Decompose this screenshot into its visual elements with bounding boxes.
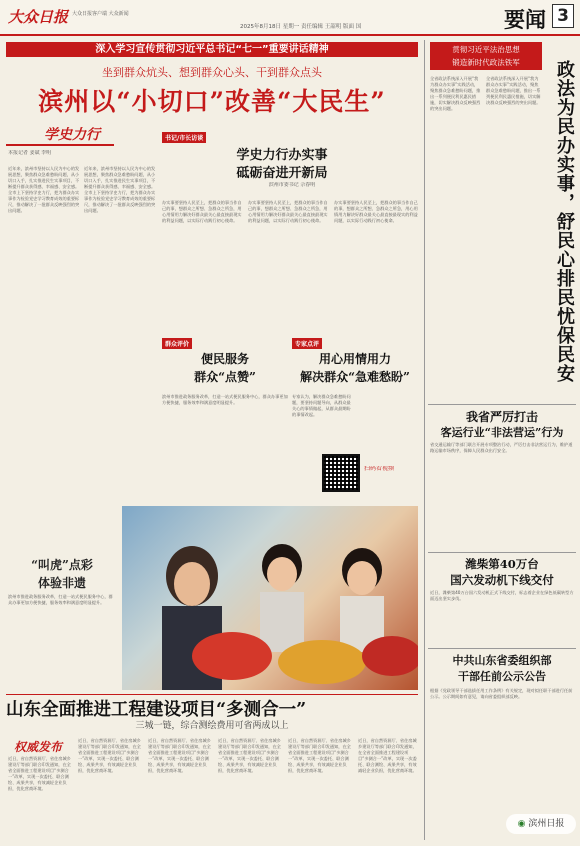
secretary-tag: 书记/市长访谈: [162, 132, 206, 143]
story3-title-line-1: 潍柴第40万台: [465, 557, 539, 571]
expert-title-line-2: 解决群众“急难愁盼”: [300, 370, 410, 384]
divider: [6, 144, 114, 146]
secretary-column-2: 办实事要坚持人民至上，把群众的事当作自己的事，想群众之所想、急群众之所急，用心用情用力解决好群众最关心最直接最现实的利益问题，以实际行动践行初心使命。: [248, 200, 328, 223]
lead-column-1: 近年来，滨州市坚持以人民为中心的发展思想，聚焦群众急难愁盼问题，从小切口入手，扎实推进民生实事项目，不断提升群众获得感、幸福感、安全感。全市上下坚持学史力行，把为群众办实事作为检验党史学习教育成效的重要标尺，推动解决了一批群众反映强烈的突出问题。: [8, 166, 80, 213]
section-name: 要闻: [504, 7, 546, 32]
story4-body: 根据《党政领导干部选拔任用工作条例》有关规定，现对拟任职干部进行任前公示。公示期间如有意见，请向省委组织部反映。: [430, 688, 573, 699]
photo-caption-title: “叫虎”点彩: [31, 558, 93, 572]
watermark-text: 滨州日报: [528, 819, 565, 829]
story3-body: 近日，潍柴第40万台国六发动机正式下线交付，标志着企业在绿色低碳转型方面迈出坚实步伐。: [430, 590, 574, 601]
news-photo: [122, 506, 418, 690]
divider: [428, 648, 576, 649]
date-line: 2025年8月18日 星期一 责任编辑 王韶明 版面 国: [240, 24, 362, 30]
newspaper-logo: 大众日报: [8, 8, 69, 26]
story4-title-line-2: 干部任前公示公告: [458, 670, 546, 683]
photo-caption-subtitle: 体验非遗: [37, 576, 86, 590]
project-column-6: 近日，省自然资源厅、省住房城乡建设厅等部门联合印发通知，在全省全面推进工程建设项目“多测合一”改革，实现一次委托、联合测绘、成果共享，有效减轻企业负担，优化营商环境。: [358, 738, 417, 773]
side-column-2: 全省政法系统深入开展“我为群众办实事”实践活动，聚焦群众急难愁盼问题，推出一系列便民利民惠民措施，切实解决群众反映强烈的突出问题。: [486, 76, 541, 105]
story3-title-line-2: 国六发动机下线交付: [450, 573, 554, 587]
project-column-4: 近日，省自然资源厅、省住房城乡建设厅等部门联合印发通知，在全省全面推进工程建设项目“多测合一”改革，实现一次委托、联合测绘、成果共享，有效减轻企业负担，优化营商环境。: [218, 738, 281, 773]
watermark-badge: [506, 814, 576, 834]
service-title-line-1: 便民服务: [200, 352, 249, 366]
story4-title-line-1: 中共山东省委组织部: [452, 654, 552, 667]
secretary-title-line-1: 学史力行办实事: [236, 148, 328, 163]
qr-caption: 扫码看视频: [364, 466, 395, 472]
project-column-2: 近日，省自然资源厅、省住房城乡建设厅等部门联合印发通知，在全省全面推进工程建设项目“多测合一”改革，实现一次委托、联合测绘、成果共享，有效减轻企业负担，优化营商环境。: [78, 738, 141, 773]
theme-banner: 深入学习宣传贯彻习近平总书记“七一”重要讲话精神: [6, 42, 418, 57]
secretary-interview-header: [162, 128, 418, 196]
photo-illustration: [122, 506, 418, 690]
side-column-1: 全省政法系统深入开展“我为群众办实事”实践活动，聚焦群众急难愁盼问题，推出一系列便民利民惠民措施，切实解决群众反映强烈的突出问题。: [430, 76, 481, 111]
secretary-column-3: 办实事要坚持人民至上，把群众的事当作自己的事，想群众之所想、急群众之所急，用心用情用力解决好群众最关心最直接最现实的利益问题，以实际行动践行初心使命。: [334, 200, 418, 223]
project-headline: 山东全面推进工程建设项目“多测合一”: [6, 700, 307, 720]
secretary-column-1: 办实事要坚持人民至上，把群众的事当作自己的事，想群众之所想、急群众之所急，用心用情用力解决好群众最关心最直接最现实的利益问题，以实际行动践行初心使命。: [162, 200, 242, 223]
service-tag: 群众评价: [162, 338, 192, 349]
project-subhead: 三城一链，综合测绘费用可省两成以上: [135, 721, 289, 731]
secretary-title-line-2: 砥砺奋进开新局: [236, 166, 328, 181]
red-box-line-1: 贯彻习近平法治思想: [452, 45, 520, 54]
expert-box-header: [292, 338, 418, 390]
red-box: [430, 42, 542, 70]
red-box-line-2: 锻造新时代政法铁军: [452, 58, 520, 67]
photo-caption-body: 滨州市推进政务服务改革，打造一站式便民服务中心，群众办事更加方便快捷，服务效率和满意度明显提升。: [8, 594, 113, 605]
service-body: 滨州市推进政务服务改革，打造一站式便民服务中心，群众办事更加方便快捷，服务效率和满意度明显提升。: [162, 394, 288, 405]
story2-body: 省交通运输厅等部门联合开展专项整治行动，严厉打击非法营运行为，维护道路运输市场秩序，保障人民群众出行安全。: [430, 442, 573, 453]
service-title-line-2: 群众“点赞”: [194, 370, 256, 384]
secretary-author: 滨州市委书记 佘春明: [268, 182, 316, 188]
expert-body: 专家认为，解决群众急难愁盼问题，要坚持问题导向，从群众最关心的事情做起，从群众最期盼的事情改起。: [292, 394, 351, 417]
divider: [6, 694, 418, 695]
lead-column-2: 近年来，滨州市坚持以人民为中心的发展思想，聚焦群众急难愁盼问题，从小切口入手，扎实推进民生实事项目，不断提升群众获得感、幸福感、安全感。全市上下坚持学史力行，把为群众办实事作为检验党史学习教育成效的重要标尺，推动解决了一批群众反映强烈的突出问题。: [84, 166, 156, 213]
watermark-icon: ◉: [517, 819, 526, 829]
project-column-3: 近日，省自然资源厅、省住房城乡建设厅等部门联合印发通知，在全省全面推进工程建设项目“多测合一”改革，实现一次委托、联合测绘、成果共享，有效减轻企业负担，优化营商环境。: [148, 738, 211, 773]
expert-tag: 专家点评: [292, 338, 322, 349]
divider: [428, 404, 576, 405]
qr-code[interactable]: [322, 454, 360, 492]
masthead: [0, 0, 580, 36]
project-column-5: 近日，省自然资源厅、省住房城乡建设厅等部门联合印发通知，在全省全面推进工程建设项目“多测合一”改革，实现一次委托、联合测绘、成果共享，有效减轻企业负担，优化营商环境。: [288, 738, 351, 773]
column-label: 学史力行: [44, 127, 100, 143]
byline: 本报记者 姜斌 李明: [8, 150, 52, 156]
kicker: 坐到群众炕头、想到群众心头、干到群众点头: [102, 66, 322, 79]
page-number: 3: [552, 4, 574, 28]
project-column-1: 近日，省自然资源厅、省住房城乡建设厅等部门联合印发通知，在全省全面推进工程建设项目“多测合一”改革，实现一次委托、联合测绘、成果共享，有效减轻企业负担，优化营商环境。: [8, 756, 71, 791]
expert-title-line-1: 用心用情用力: [318, 352, 391, 366]
column-divider: [424, 40, 425, 840]
project-label: 权威发布: [14, 740, 63, 754]
vertical-title: 政法为民办实事，舒民心排民忧保民安: [554, 60, 575, 383]
logo-subtitle: 大众日报客户端 大众新闻: [72, 11, 129, 17]
divider: [428, 552, 576, 553]
story2-title-line-2: 客运行业“非法营运”行为: [440, 426, 564, 439]
service-box-header: [162, 338, 288, 390]
main-headline: 滨州以“小切口”改善“大民生”: [38, 87, 386, 116]
story2-title-line-1: 我省严厉打击: [465, 410, 538, 424]
